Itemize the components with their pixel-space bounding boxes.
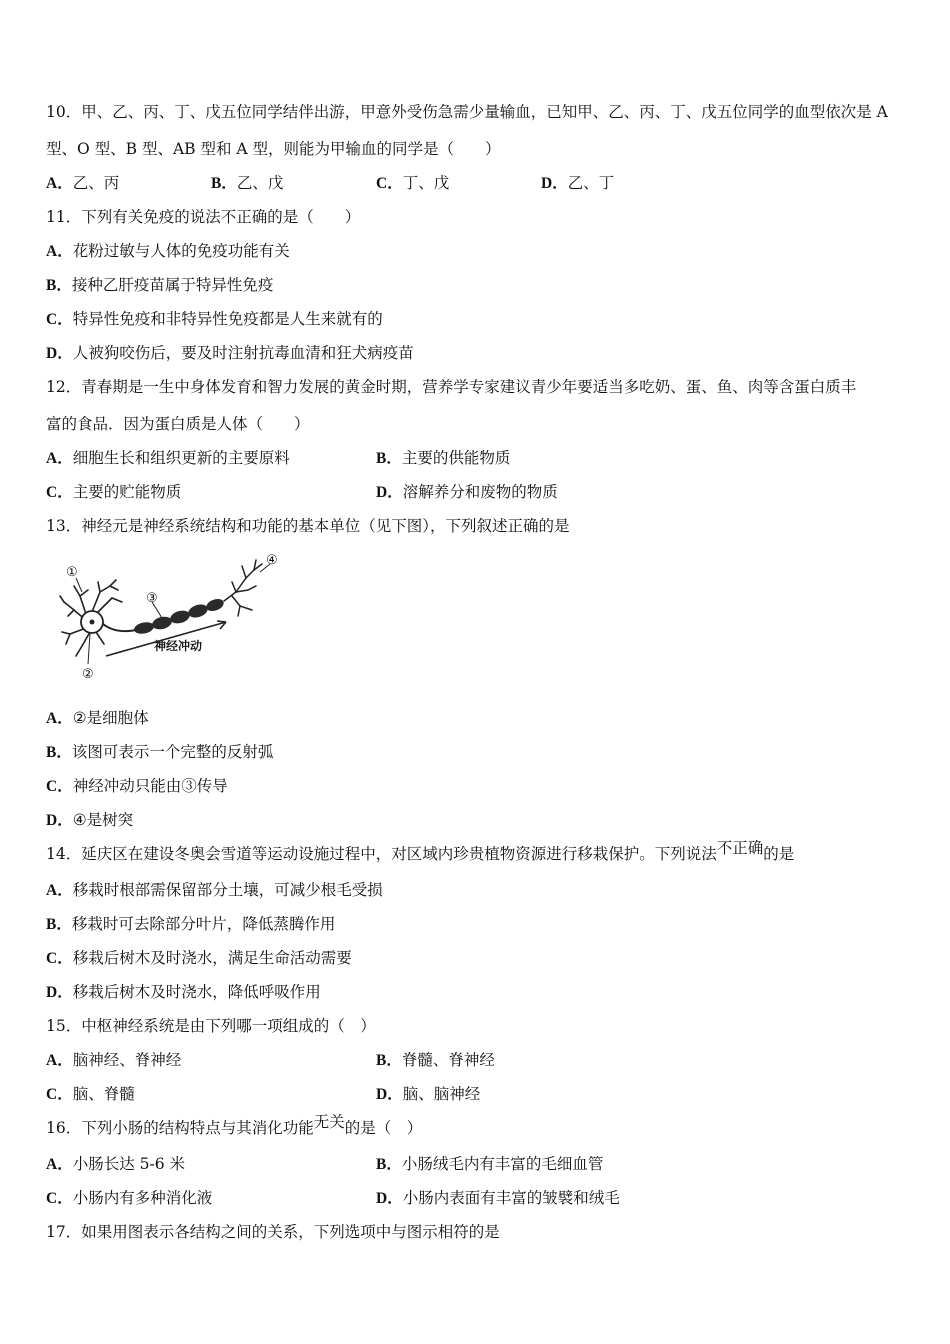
- q12-option-c[interactable]: [46, 482, 181, 503]
- option-text: 脊髓、脊神经: [401, 1051, 495, 1069]
- option-text: 脑、脑神经: [402, 1085, 481, 1103]
- option-label: A．: [46, 882, 73, 899]
- q12-option-d[interactable]: [376, 482, 558, 503]
- option-label: A．: [46, 450, 73, 467]
- q16-option-a[interactable]: [46, 1154, 185, 1175]
- option-label: C．: [46, 1190, 73, 1207]
- option-text: ④是树突: [72, 811, 134, 829]
- myelin-segment: [133, 621, 155, 636]
- option-label: A．: [46, 1156, 73, 1173]
- dendrite: [76, 632, 90, 656]
- q10-option-c[interactable]: [376, 173, 449, 194]
- q17-stem: 17．如果用图表示各结构之间的关系，下列选项中与图示相符的是: [46, 1223, 500, 1241]
- axon-terminal: [242, 566, 246, 578]
- marker-2: ②: [82, 667, 94, 682]
- myelin-segment: [187, 602, 210, 620]
- axon-terminal: [232, 596, 252, 610]
- q16-option-c[interactable]: [46, 1188, 212, 1209]
- q11-option-b[interactable]: [46, 275, 273, 296]
- option-label: D．: [46, 984, 73, 1001]
- option-text: 移栽时根部需保留部分土壤，可减少根毛受损: [72, 881, 383, 899]
- option-label: D．: [541, 175, 568, 192]
- option-label: B．: [376, 1156, 402, 1173]
- impulse-arrowhead: [217, 621, 226, 629]
- q10-option-d[interactable]: [541, 173, 614, 194]
- option-label: A．: [46, 710, 73, 727]
- q15-option-a[interactable]: [46, 1050, 181, 1071]
- figure-caption: 神经冲动: [154, 639, 203, 653]
- option-label: A．: [46, 175, 73, 192]
- option-text: 小肠长达 5-6 米: [72, 1155, 186, 1173]
- q11-stem: 11．下列有关免疫的说法不正确的是（ ）: [46, 208, 361, 226]
- q14-stem-end: 的是: [763, 845, 795, 863]
- option-label: B．: [46, 916, 72, 933]
- option-label: D．: [46, 812, 73, 829]
- option-label: D．: [376, 484, 403, 501]
- option-text: 移栽后树木及时浇水，满足生命活动需要: [72, 949, 352, 967]
- q10-option-b[interactable]: [211, 173, 283, 194]
- axon-terminal: [232, 582, 236, 592]
- option-label: D．: [376, 1190, 403, 1207]
- option-text: 花粉过敏与人体的免疫功能有关: [72, 242, 290, 260]
- dendrite: [60, 596, 64, 602]
- q12-stem-line1: 12．青春期是一生中身体发育和智力发展的黄金时期，营养学专家建议青少年要适当多吃奶、蛋、鱼、肉等含蛋白质丰: [46, 378, 857, 396]
- q10-option-a[interactable]: [46, 173, 119, 194]
- q10-stem-line2: 型、O 型、B 型、AB 型和 A 型，则能为甲输血的同学是（ ）: [46, 140, 501, 158]
- marker-4: ④: [266, 553, 278, 568]
- q14-stem-main: 14．延庆区在建设冬奥会雪道等运动设施过程中，对区域内珍贵植物资源进行移栽保护。下列说法: [46, 845, 717, 863]
- nucleus: [90, 620, 95, 625]
- q12-option-b[interactable]: [376, 448, 510, 469]
- q15-stem: 15．中枢神经系统是由下列哪一项组成的（ ）: [46, 1017, 376, 1035]
- dendrite: [110, 586, 118, 590]
- option-label: C．: [46, 950, 73, 967]
- q16-option-b[interactable]: [376, 1154, 603, 1175]
- option-text: 移栽后树木及时浇水，降低呼吸作用: [72, 983, 321, 1001]
- option-text: 乙、丁: [567, 174, 615, 192]
- option-label: B．: [46, 744, 72, 761]
- q16-stem-end: 的是（ ）: [344, 1119, 423, 1137]
- option-label: A．: [46, 243, 73, 260]
- pointer-line-2: [88, 634, 90, 664]
- option-text: 主要的贮能物质: [72, 483, 182, 501]
- q15-option-b[interactable]: [376, 1050, 495, 1071]
- q13-option-d[interactable]: [46, 810, 133, 831]
- option-text: 小肠内表面有丰富的皱襞和绒毛: [402, 1189, 620, 1207]
- dendrite: [92, 582, 100, 612]
- option-label: C．: [46, 484, 73, 501]
- q10-stem-line1: 10．甲、乙、丙、丁、戊五位同学结伴出游，甲意外受伤急需少量输血，已知甲、乙、丙、丁、戊五位同学的血型依次是 A: [46, 103, 888, 121]
- marker-3: ③: [146, 591, 158, 606]
- option-text: 细胞生长和组织更新的主要原料: [72, 449, 290, 467]
- q11-option-d[interactable]: [46, 343, 414, 364]
- option-label: B．: [376, 450, 402, 467]
- q13-option-c[interactable]: [46, 776, 228, 797]
- q12-option-a[interactable]: [46, 448, 290, 469]
- dendrite: [98, 598, 122, 612]
- option-text: 小肠绒毛内有丰富的毛细血管: [401, 1155, 604, 1173]
- option-text: 移栽时可去除部分叶片，降低蒸腾作用: [71, 915, 336, 933]
- q14-option-b[interactable]: [46, 914, 335, 935]
- option-label: B．: [211, 175, 237, 192]
- axon-terminal: [238, 606, 240, 616]
- q14-option-c[interactable]: [46, 948, 352, 969]
- option-label: C．: [46, 778, 73, 795]
- option-text: 脑神经、脊神经: [72, 1051, 182, 1069]
- dendrite: [74, 586, 86, 614]
- q16-stem-emphasis: 无关: [313, 1113, 345, 1131]
- option-text: 神经冲动只能由③传导: [72, 777, 228, 795]
- q14-stem-emphasis: 不正确: [716, 839, 764, 857]
- q11-option-a[interactable]: [46, 241, 290, 262]
- option-label: C．: [376, 175, 403, 192]
- option-text: 脑、脊髓: [72, 1085, 135, 1103]
- marker-1: ①: [66, 565, 78, 580]
- option-text: 特异性免疫和非特异性免疫都是人生来就有的: [72, 310, 383, 328]
- option-text: 丁、戊: [402, 174, 450, 192]
- axon: [103, 624, 136, 631]
- q13-option-b[interactable]: [46, 742, 273, 763]
- option-text: 溶解养分和废物的物质: [402, 483, 558, 501]
- option-label: A．: [46, 1052, 73, 1069]
- q14-stem: [46, 839, 795, 864]
- q15-option-c[interactable]: [46, 1084, 135, 1105]
- q13-stem: 13．神经元是神经系统结构和功能的基本单位（见下图），下列叙述正确的是: [46, 517, 570, 535]
- option-text: 小肠内有多种消化液: [72, 1189, 213, 1207]
- axon-terminal: [224, 570, 254, 601]
- q14-option-d[interactable]: [46, 982, 321, 1003]
- option-label: D．: [46, 345, 73, 362]
- q14-option-a[interactable]: [46, 880, 383, 901]
- q16-stem-main: 16．下列小肠的结构特点与其消化功能: [46, 1119, 314, 1137]
- q11-option-c[interactable]: [46, 309, 383, 330]
- q16-option-d[interactable]: [376, 1188, 620, 1209]
- option-text: 主要的供能物质: [401, 449, 511, 467]
- q16-stem: [46, 1113, 423, 1138]
- q12-stem-line2: 富的食品．因为蛋白质是人体（ ）: [46, 415, 310, 433]
- myelin-segment: [205, 597, 226, 613]
- option-text: 人被狗咬伤后，要及时注射抗毒血清和狂犬病疫苗: [72, 344, 414, 362]
- option-text: 乙、戊: [236, 174, 284, 192]
- option-text: ②是细胞体: [72, 709, 149, 727]
- dendrite: [66, 634, 70, 644]
- dendrite: [96, 632, 104, 644]
- q13-option-a[interactable]: [46, 708, 149, 729]
- option-label: C．: [46, 311, 73, 328]
- option-label: D．: [376, 1086, 403, 1103]
- option-text: 乙、丙: [72, 174, 120, 192]
- option-label: B．: [46, 277, 72, 294]
- option-text: 接种乙肝疫苗属于特异性免疫: [71, 276, 274, 294]
- neuron-figure: [56, 552, 286, 682]
- dendrite: [68, 610, 74, 616]
- q15-option-d[interactable]: [376, 1084, 480, 1105]
- option-text: 该图可表示一个完整的反射弧: [71, 743, 274, 761]
- myelin-segment: [169, 608, 192, 625]
- dendrite: [100, 580, 116, 592]
- option-label: B．: [376, 1052, 402, 1069]
- option-label: C．: [46, 1086, 73, 1103]
